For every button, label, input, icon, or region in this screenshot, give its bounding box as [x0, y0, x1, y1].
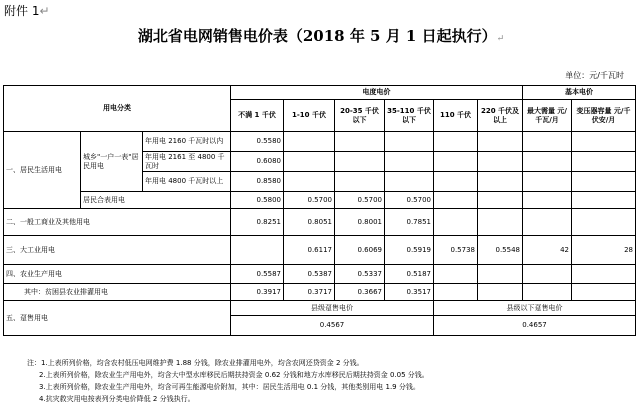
cell-agri-sub-20-35: 0.3667	[335, 284, 385, 301]
row-label-general: 二、一般工商业及其他用电	[4, 209, 231, 236]
cell-large-110: 0.5738	[434, 236, 478, 265]
cell-tier1-lt1: 0.5580	[231, 132, 284, 152]
note-3: 3.上表所列价格，除农业生产用电外，均含可再生能源电价附加，其中：居民生活用电 0.1 分钱，其他类别用电 1.9 分钱。	[39, 383, 420, 391]
table-row	[4, 265, 636, 284]
cell-agri-sub-lt1: 0.3917	[231, 284, 284, 301]
attachment-label: 附件 1↵	[4, 4, 50, 18]
note-2: 2.上表所列价格，除农业生产用电外，均含大中型水库移民后期扶持资金 0.62 分钱和地方水库移民后期扶持资金 0.05 分钱。	[39, 371, 429, 379]
cell-large-transformer: 28	[572, 236, 636, 265]
table-row	[4, 236, 636, 265]
row-label-agri-poverty: 其中：贫困县农业排灌用电	[4, 284, 231, 301]
row-label-tier3: 年用电 4800 千瓦时以上	[143, 172, 231, 192]
row-label-agriculture: 四、农业生产用电	[4, 265, 231, 284]
cell-general-35-110: 0.7851	[385, 209, 434, 236]
header-county-wholesale: 县级趸售电价	[231, 301, 434, 316]
cell-agri-35-110: 0.5187	[385, 265, 434, 284]
cell-combined-20-35: 0.5700	[335, 192, 385, 209]
cell-tier3-lt1: 0.8580	[231, 172, 284, 192]
row-label-combined: 居民合表用电	[81, 192, 231, 209]
cell-large-220: 0.5548	[478, 236, 523, 265]
header-1-10kv: 1-10 千伏	[284, 100, 335, 132]
header-below-county-wholesale: 县级以下趸售电价	[434, 301, 636, 316]
cell-combined-35-110: 0.5700	[385, 192, 434, 209]
notes	[27, 357, 429, 405]
header-lt1kv: 不满 1 千伏	[231, 100, 284, 132]
row-label-wholesale: 五、趸售用电	[4, 301, 231, 336]
cell-agri-lt1: 0.5587	[231, 265, 284, 284]
cell-large-20-35: 0.6069	[335, 236, 385, 265]
cell-agri-1-10: 0.5387	[284, 265, 335, 284]
note-4: 4.抗灾救灾用电按表列分类电价降低 2 分钱执行。	[39, 395, 195, 403]
header-category: 用电分类	[4, 86, 231, 132]
cell-county-wholesale: 0.4567	[231, 316, 434, 336]
note-1: 注：1.上表所列价格，均含农村低压电网维护费 1.88 分钱，除农业排灌用电外，均含农网还贷资金 2 分钱。	[27, 359, 364, 367]
cell-tier2-lt1: 0.6080	[231, 152, 284, 172]
cell-general-lt1: 0.8251	[231, 209, 284, 236]
header-energy-price: 电度电价	[231, 86, 523, 100]
cell-below-county-wholesale: 0.4657	[434, 316, 636, 336]
cell-combined-1-10: 0.5700	[284, 192, 335, 209]
table-row	[4, 132, 636, 152]
row-label-urban-rural: 城乡"一户一表"居民用电	[81, 132, 143, 192]
cell-agri-sub-35-110: 0.3517	[385, 284, 434, 301]
price-table	[3, 85, 636, 336]
table-row	[4, 192, 636, 209]
table-row	[4, 301, 636, 316]
cell-large-35-110: 0.5919	[385, 236, 434, 265]
cell-agri-20-35: 0.5337	[335, 265, 385, 284]
table-row	[4, 284, 636, 301]
row-label-residential: 一、居民生活用电	[4, 132, 81, 209]
cell-large-max-demand: 42	[523, 236, 572, 265]
header-max-demand: 最大需量 元/千瓦/月	[523, 100, 572, 132]
header-220kv: 220 千伏及以上	[478, 100, 523, 132]
cell-general-20-35: 0.8001	[335, 209, 385, 236]
cell-large-1-10: 0.6117	[284, 236, 335, 265]
table-row	[4, 209, 636, 236]
cell-combined-lt1: 0.5800	[231, 192, 284, 209]
header-basic-price: 基本电价	[523, 86, 636, 100]
row-label-tier1: 年用电 2160 千瓦时以内	[143, 132, 231, 152]
row-label-large-industry: 三、大工业用电	[4, 236, 231, 265]
row-label-tier2: 年用电 2161 至 4800 千瓦时	[143, 152, 231, 172]
cell-agri-sub-1-10: 0.3717	[284, 284, 335, 301]
header-35-110kv: 35-110 千伏以下	[385, 100, 434, 132]
cell-general-1-10: 0.8051	[284, 209, 335, 236]
header-20-35kv: 20-35 千伏以下	[335, 100, 385, 132]
header-110kv: 110 千伏	[434, 100, 478, 132]
page-title: 湖北省电网销售电价表（2018 年 5 月 1 日起执行）↵	[137, 27, 505, 45]
unit-label: 单位：元/千瓦时	[565, 71, 624, 80]
header-transformer: 变压器容量 元/千伏安/月	[572, 100, 636, 132]
